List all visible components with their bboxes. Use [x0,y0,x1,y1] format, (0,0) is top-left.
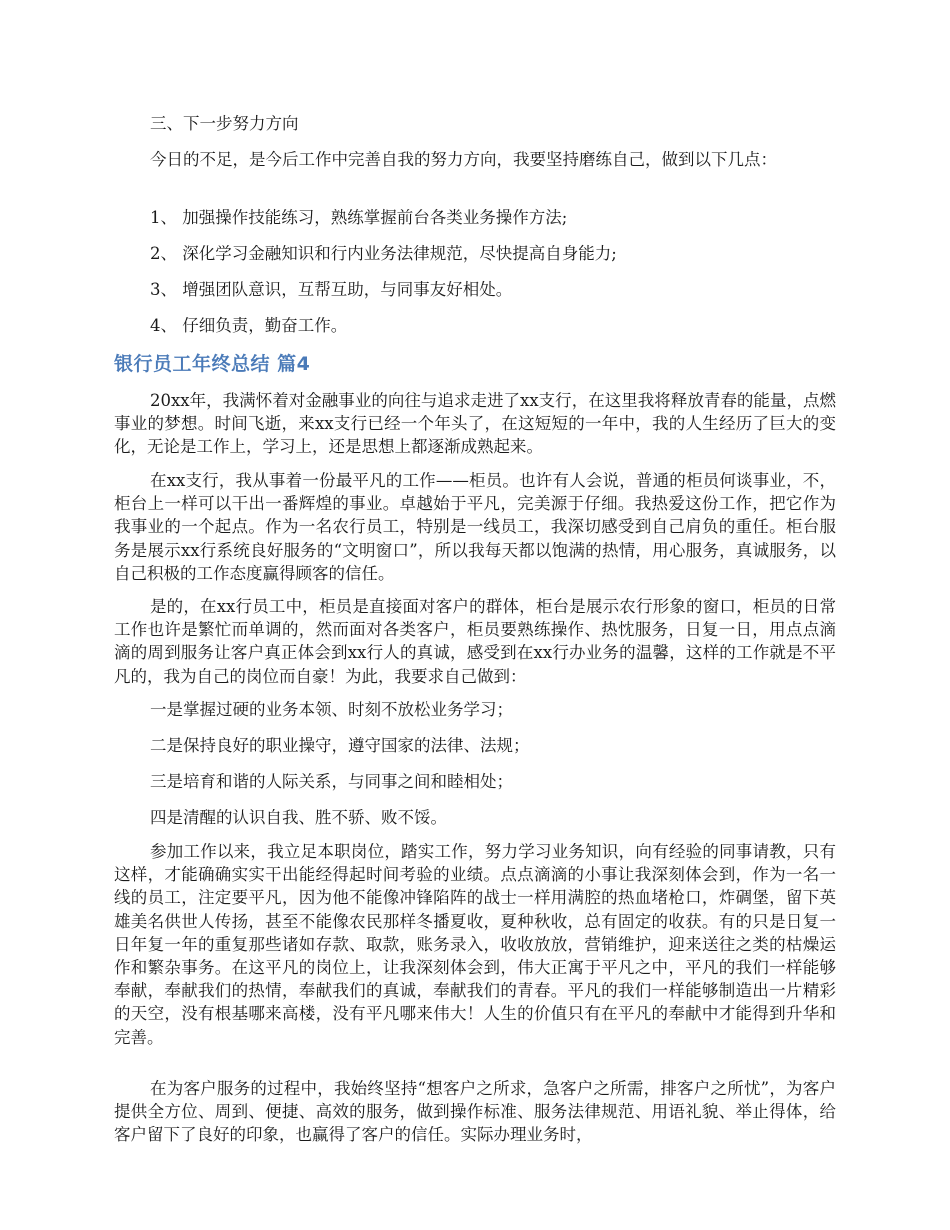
list-item: 2、 深化学习金融知识和行内业务法律规范，尽快提高自身能力; [150,244,617,263]
article-heading: 银行员工年终总结 篇4 [114,353,311,375]
paragraph-1: 20xx年，我满怀着对金融事业的向往与追求走进了xx支行，在这里我将释放青春的能量，点燃事业的梦想。时间飞逝，来xx支行已经一个年头了，在这短短的一年中，我的人生经历了巨大的变化，无论是工作上，学习上，还是思想上都逐渐成熟起来。 [114,391,836,457]
paragraph-2: 在xx支行，我从事着一份最平凡的工作——柜员。也许有人会说，普通的柜员何谈事业，不，柜台上一样可以干出一番辉煌的事业。卓越始于平凡，完美源于仔细。我热爱这份工作，把它作为我事业的一个起点。作为一名农行员工，特别是一线员工，我深切感受到自己肩负的重任。柜台服务是展示xx行系统良好服务的“文明窗口”，所以我每天都以饱满的热情，用心服务，真诚服务，以自己积极的工作态度赢得顾客的信任。 [114,471,836,583]
list-item: 4、 仔细负责，勤奋工作。 [150,316,348,335]
goal-item: 一是掌握过硬的业务本领、时刻不放松业务学习； [150,700,513,719]
list-item: 1、 加强操作技能练习，熟练掌握前台各类业务操作方法; [150,208,568,227]
goal-item: 四是清醒的认识自我、胜不骄、败不馁。 [150,808,447,827]
goal-item: 三是培育和谐的人际关系，与同事之间和睦相处； [150,772,513,791]
paragraph-5: 在为客户服务的过程中，我始终坚持“想客户之所求，急客户之所需，排客户之所忧”，为客户提供全方位、周到、便捷、高效的服务，做到操作标准、服务法律规范、用语礼貌、举止得体，给客户留下了良好的印象，也赢得了客户的信任。实际办理业务时， [114,1079,836,1145]
list-item: 3、 增强团队意识，互帮互助，与同事友好相处。 [150,280,513,299]
paragraph-4: 参加工作以来，我立足本职岗位，踏实工作，努力学习业务知识，向有经验的同事请教，只有这样，才能确确实实干出能经得起时间考验的业绩。点点滴滴的小事让我深刻体会到，作为一名一线的员工，注定要平凡，因为他不能像冲锋陷阵的战士一样用满腔的热血堵枪口，炸碉堡，留下英雄美名供世人传扬，甚至不能像农民那样冬播夏收，夏种秋收，总有固定的收获。有的只是日复一日年复一年的重复那些诸如存款、取款，账务录入，收收放放，营销维护，迎来送往之类的枯燥运作和繁杂事务。在这平凡的岗位上，让我深刻体会到，伟大正寓于平凡之中，平凡的我们一样能够奉献，奉献我们的热情，奉献我们的真诚，奉献我们的青春。平凡的我们一样能够制造出一片精彩的天空，没有根基哪来高楼，没有平凡哪来伟大！人生的价值只有在平凡的奉献中才能得到升华和完善。 [114,842,836,1047]
goal-item: 二是保持良好的职业操守，遵守国家的法律、法规； [150,736,530,755]
section-intro: 今日的不足，是今后工作中完善自我的努力方向，我要坚持磨练自己，做到以下几点： [150,150,777,169]
paragraph-3: 是的，在xx行员工中，柜员是直接面对客户的群体，柜台是展示农行形象的窗口，柜员的日常工作也许是繁忙而单调的，然而面对各类客户，柜员要熟练操作、热忱服务，日复一日，用点点滴滴的周到服务让客户真正体会到xx行人的真诚，感受到在xx行办业务的温馨，这样的工作就是不平凡的，我为自己的岗位而自豪！为此，我要求自己做到： [114,597,836,686]
section-title: 三、下一步努力方向 [150,114,299,133]
